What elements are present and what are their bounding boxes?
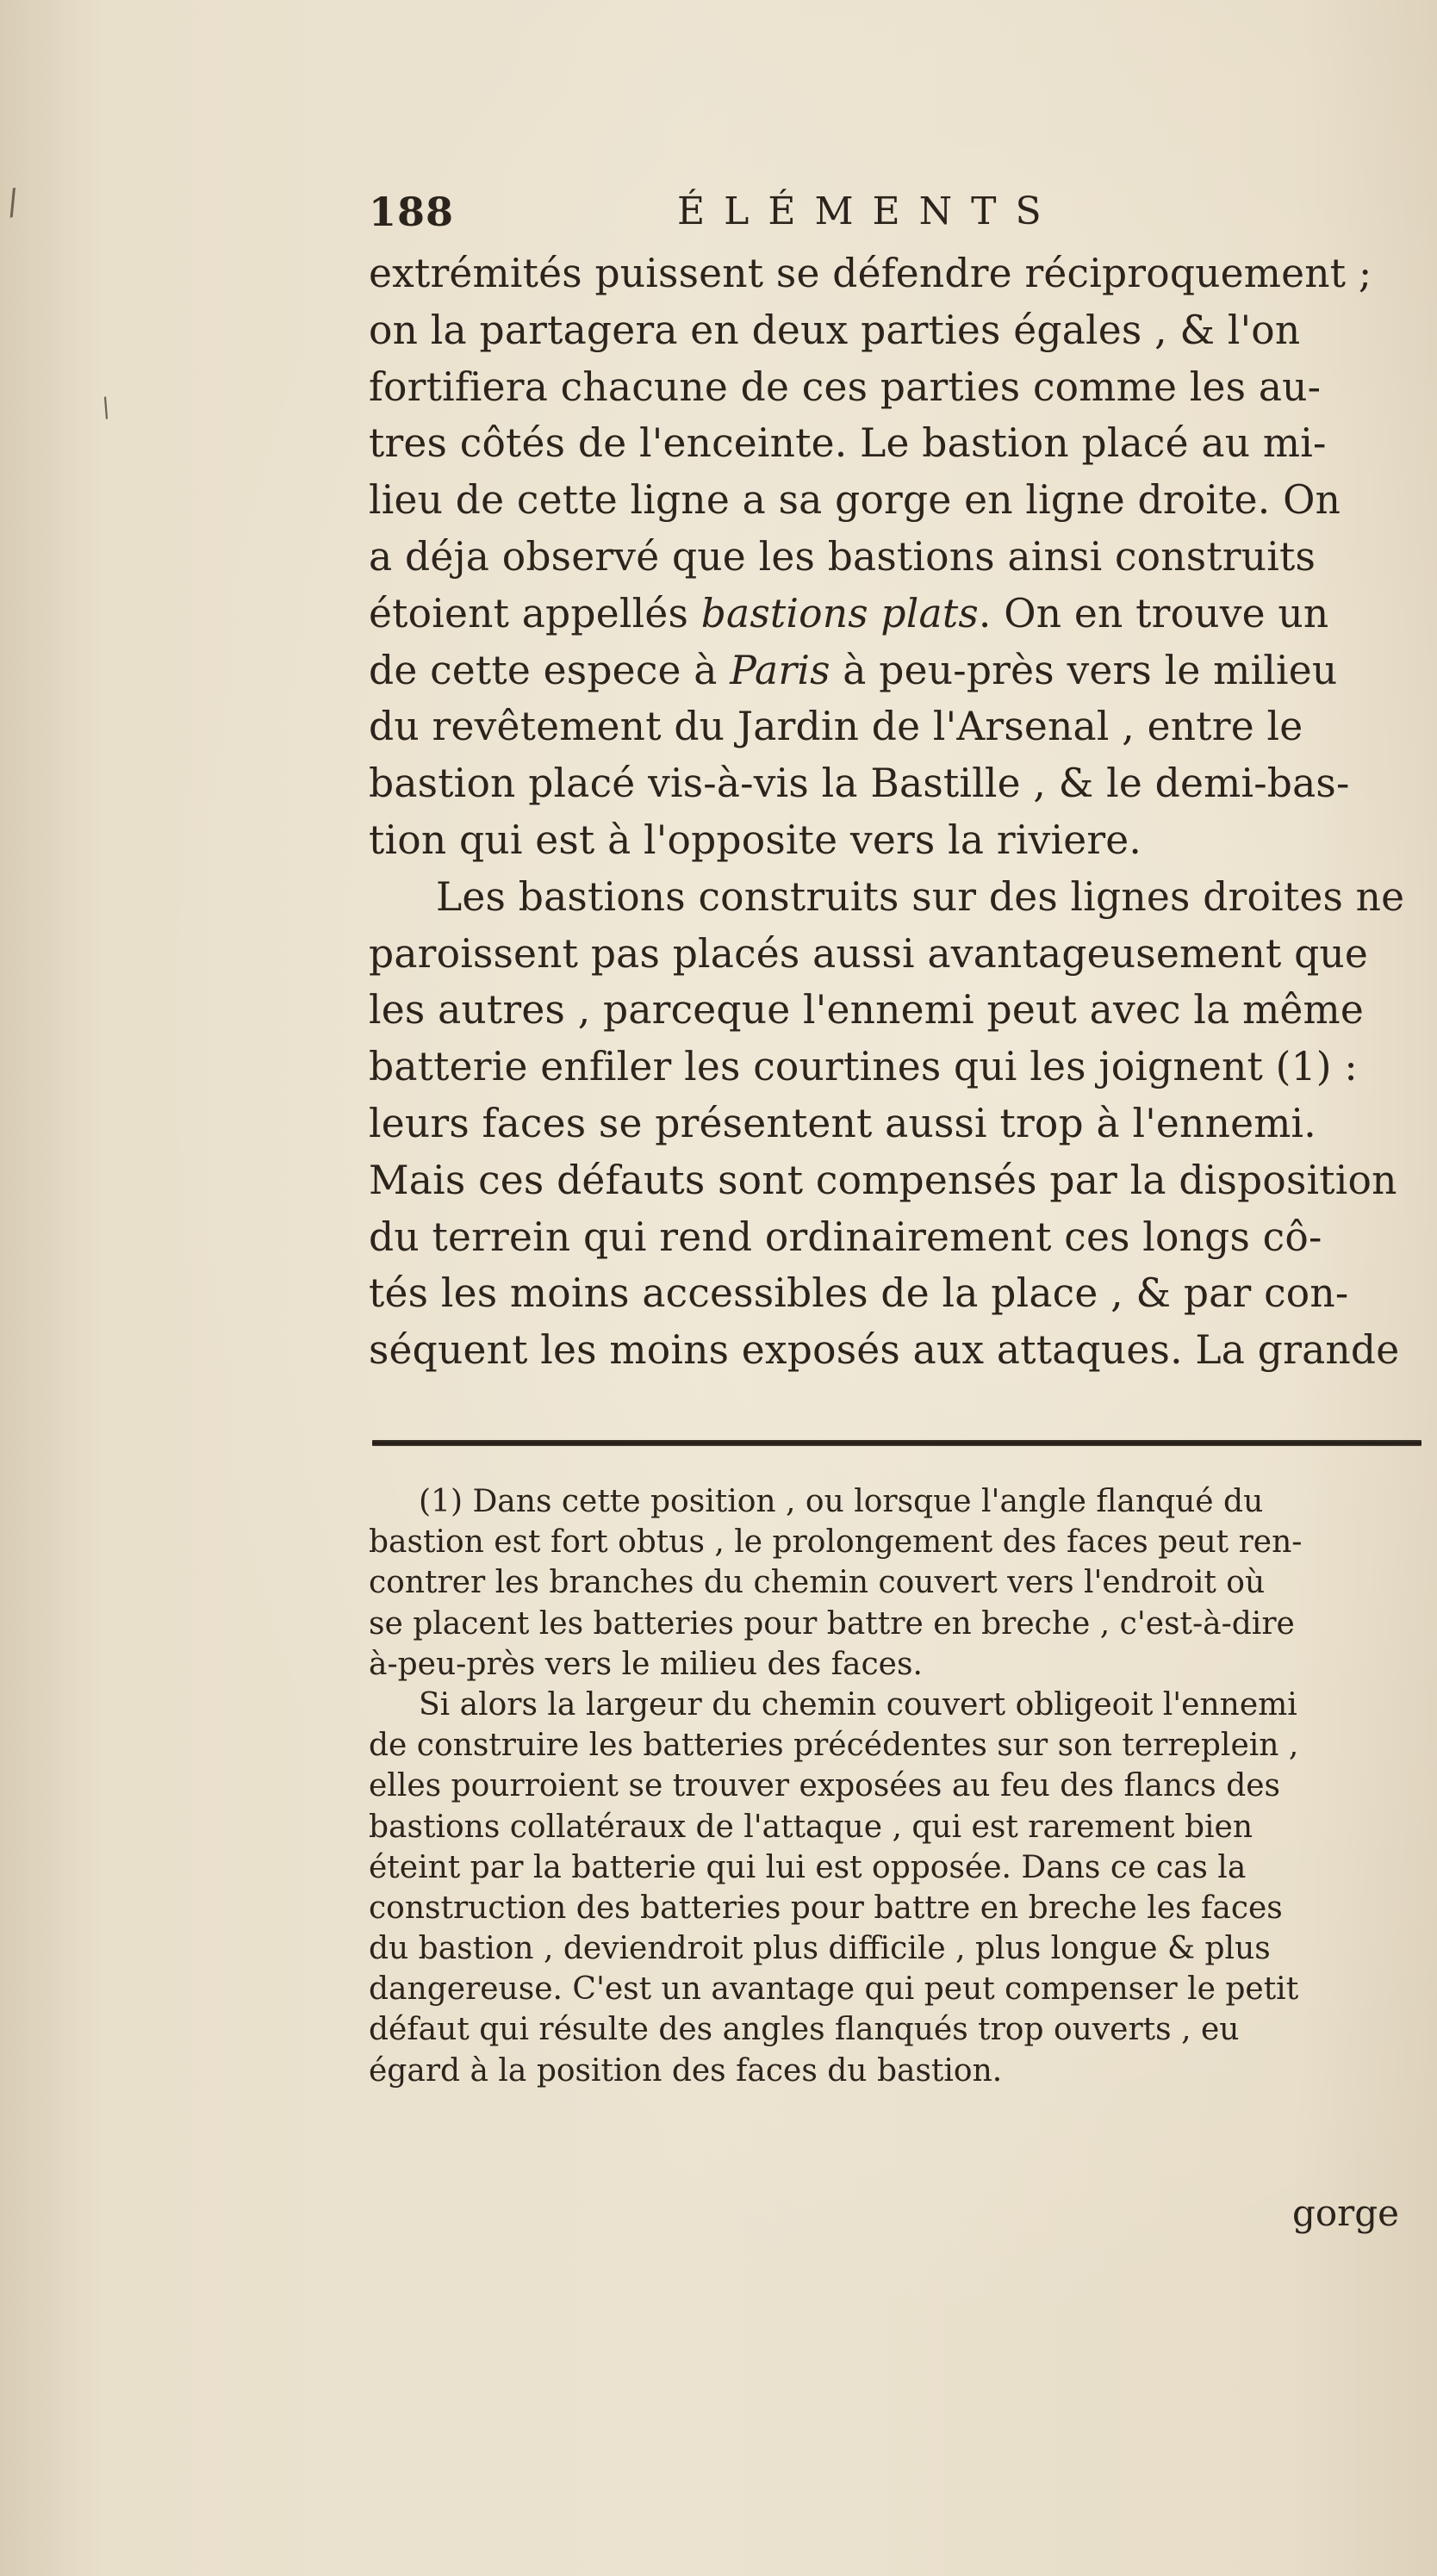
- text-segment: étoient appellés: [369, 590, 701, 636]
- italic-term: Paris: [730, 647, 830, 693]
- footnote-line: construction des batteries pour battre en breche les faces: [369, 1890, 1283, 1926]
- footnote-line: du bastion , deviendroit plus difficile , plus longue & plus: [369, 1931, 1271, 1967]
- text-segment: à peu-près vers le milieu: [830, 647, 1338, 693]
- footnote-line: elles pourroient se trouver exposées au feu des flancs des: [369, 1768, 1281, 1804]
- margin-mark: /: [3, 182, 23, 223]
- text-line: tés les moins accessibles de la place , & par con-: [369, 1270, 1349, 1317]
- text-line: les autres , parceque l'ennemi peut avec la même: [369, 987, 1365, 1034]
- footnote-line: (1) Dans cette position , ou lorsque l'angle flanqué du: [419, 1484, 1264, 1519]
- main-text-block: [369, 245, 1428, 1379]
- text-line: leurs faces se présentent aussi trop à l'ennemi.: [369, 1100, 1316, 1146]
- text-line: batterie enfiler les courtines qui les joignent (1) :: [369, 1044, 1358, 1090]
- footnote-line: défaut qui résulte des angles flanqués trop ouverts , eu: [369, 2012, 1240, 2048]
- footnote-line: bastions collatéraux de l'attaque , qui est rarement bien: [369, 1809, 1253, 1845]
- text-segment: . On en trouve un: [978, 590, 1329, 636]
- footnote-line: éteint par la batterie qui lui est opposée. Dans ce cas la: [369, 1849, 1247, 1885]
- text-line: a déja observé que les bastions ainsi construits: [369, 533, 1316, 580]
- footnote-line: bastion est fort obtus , le prolongement des faces peut ren-: [369, 1524, 1303, 1561]
- footnote-line: égard à la position des faces du bastion.: [369, 2052, 1003, 2089]
- text-line: fortifiera chacune de ces parties comme les au-: [369, 363, 1322, 410]
- text-line: paroissent pas placés aussi avantageusement que: [369, 930, 1369, 977]
- text-line: tion qui est à l'opposite vers la riviere.: [369, 816, 1142, 863]
- text-line: Les bastions construits sur des lignes droites ne: [436, 873, 1405, 920]
- text-line: extrémités puissent se défendre réciproquement ;: [369, 251, 1372, 296]
- footnote-line: Si alors la largeur du chemin couvert obligeoit l'ennemi: [419, 1686, 1297, 1723]
- text-line: Mais ces défauts sont compensés par la disposition: [369, 1157, 1397, 1203]
- text-line: du revêtement du Jardin de l'Arsenal , entre le: [369, 704, 1303, 750]
- footnote-line: dangereuse. C'est un avantage qui peut compenser le petit: [369, 1971, 1299, 2008]
- footnote-line: à-peu-près vers le milieu des faces.: [369, 1646, 923, 1682]
- text-line: tres côtés de l'enceinte. Le bastion placé au mi-: [369, 420, 1327, 467]
- text-line: du terrein qui rend ordinairement ces longs cô-: [369, 1214, 1322, 1260]
- text-segment: de cette espece à: [369, 647, 731, 693]
- text-line: séquent les moins exposés aux attaques. La grande: [369, 1327, 1400, 1374]
- catchword: gorge: [1292, 2192, 1399, 2234]
- footnote-line: se placent les batteries pour battre en breche , c'est-à-dire: [369, 1605, 1295, 1642]
- text-line: bastion placé vis-à-vis la Bastille , & le demi-bas-: [369, 760, 1350, 807]
- footnote-separator: [372, 1440, 1421, 1446]
- text-line: on la partagera en deux parties égales , & l'on: [369, 307, 1301, 353]
- italic-term: bastions plats: [700, 590, 979, 636]
- page-number: 188: [369, 189, 455, 235]
- text-line: [369, 642, 1428, 699]
- text-line: lieu de cette ligne a sa gorge en ligne droite. On: [369, 477, 1341, 524]
- running-title: ÉLÉMENTS: [677, 189, 1061, 233]
- footnote-line: contrer les branches du chemin couvert vers l'endroit où: [369, 1565, 1266, 1601]
- margin-mark: /: [96, 392, 116, 424]
- running-head: [369, 186, 1110, 238]
- text-line: [369, 586, 1428, 642]
- footnote-block: [369, 1481, 1428, 2091]
- footnote-line: de construire les batteries précédentes sur son terreplein ,: [369, 1728, 1299, 1764]
